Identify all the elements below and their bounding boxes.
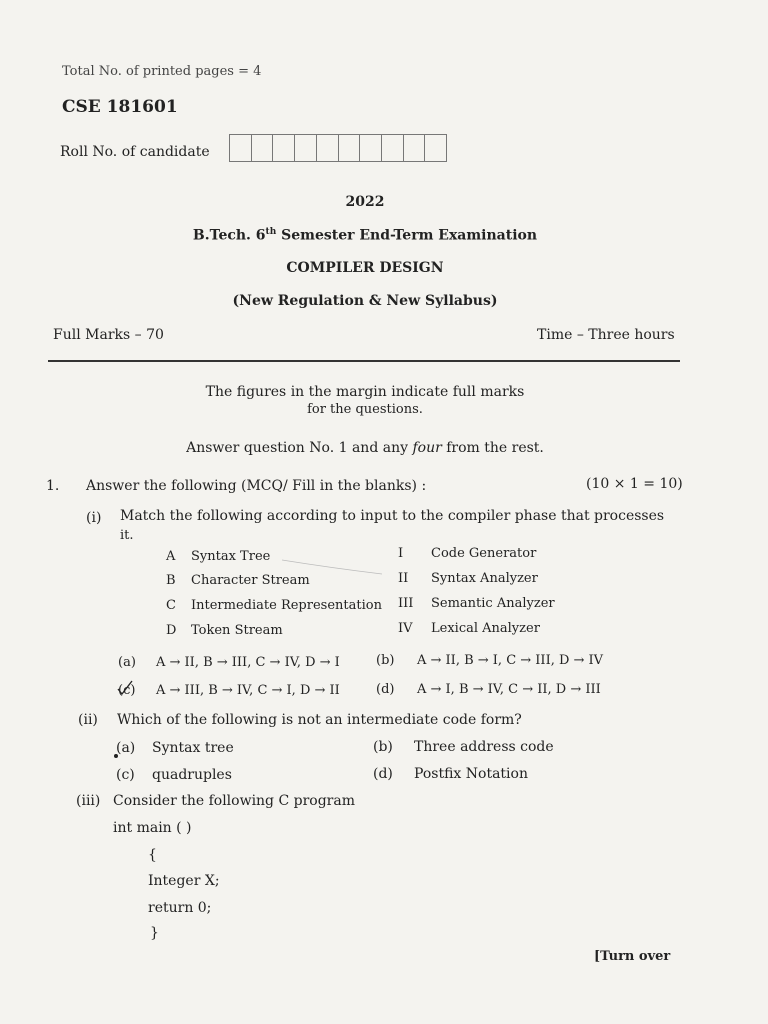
instruction-line-1: The figures in the margin indicate full marks <box>205 384 525 400</box>
exam-title-prefix: B.Tech. 6 <box>192 227 266 244</box>
code-line: { <box>148 847 157 863</box>
q1-number: 1. <box>46 478 60 494</box>
match-right-key: IV <box>398 621 413 636</box>
match-right-value: Code Generator <box>431 546 537 561</box>
roll-box[interactable] <box>229 134 252 162</box>
instruction-line-2: for the questions. <box>307 402 423 417</box>
qi-option-b-key: (b) <box>376 653 395 668</box>
subject-title: COMPILER DESIGN <box>286 260 444 276</box>
time-allowed: Time – Three hours <box>537 327 675 343</box>
match-left-value: Character Stream <box>191 573 310 588</box>
code-line: int main ( ) <box>113 820 192 836</box>
roll-box[interactable] <box>404 134 426 162</box>
qii-text: Which of the following is not an intermediate code form? <box>117 712 522 728</box>
roll-box[interactable] <box>252 134 274 162</box>
match-left-value: Intermediate Representation <box>191 598 382 613</box>
qii-option-d-key: (d) <box>373 766 393 782</box>
pencil-stroke <box>282 558 382 576</box>
qi-option-a-text: A → II, B → III, C → IV, D → I <box>156 655 340 670</box>
match-left-value: Token Stream <box>191 623 283 638</box>
qii-option-a-key: (a) <box>116 740 136 756</box>
match-right-value: Syntax Analyzer <box>431 571 538 586</box>
roll-box[interactable] <box>339 134 361 162</box>
qii-option-b-text: Three address code <box>414 739 554 755</box>
exam-title-suffix: Semester End-Term Examination <box>276 227 538 244</box>
qi-text-1: Match the following according to input to the compiler phase that processes <box>120 508 665 524</box>
roll-box[interactable] <box>295 134 317 162</box>
roll-box[interactable] <box>273 134 295 162</box>
course-code: CSE 181601 <box>62 97 178 117</box>
total-pages: Total No. of printed pages = 4 <box>62 64 262 79</box>
answer-instruction-pre: Answer question No. 1 and any <box>186 440 413 456</box>
answer-instruction <box>0 440 730 456</box>
qi-option-d-key: (d) <box>376 682 395 697</box>
qi-option-a-key: (a) <box>118 655 136 670</box>
regulation: (New Regulation & New Syllabus) <box>232 293 498 309</box>
match-left-key: A <box>166 549 176 564</box>
match-left-key: B <box>166 573 176 588</box>
roll-box[interactable] <box>425 134 447 162</box>
qi-option-c-text: A → III, B → IV, C → I, D → II <box>156 683 340 698</box>
code-line: } <box>150 925 159 941</box>
exam-year: 2022 <box>345 194 385 210</box>
qii-option-c-key: (c) <box>116 767 135 783</box>
match-left-key: C <box>166 598 176 613</box>
match-right-value: Lexical Analyzer <box>431 621 540 636</box>
answer-instruction-post: from the rest. <box>441 440 544 456</box>
match-left-key: D <box>166 623 177 638</box>
qii-option-b-key: (b) <box>373 739 393 755</box>
full-marks: Full Marks – 70 <box>53 327 164 343</box>
match-right-key: II <box>398 571 409 586</box>
q1-text: Answer the following (MCQ/ Fill in the blanks) : <box>86 478 427 494</box>
qii-option-c-text: quadruples <box>152 767 232 783</box>
match-right-key: III <box>398 596 414 611</box>
q1-marks: (10 × 1 = 10) <box>586 476 683 492</box>
qi-number: (i) <box>86 510 102 526</box>
roll-number-boxes[interactable] <box>229 134 447 162</box>
code-line: Integer X; <box>148 873 220 889</box>
qii-number: (ii) <box>78 712 98 728</box>
match-left-value: Syntax Tree <box>191 549 271 564</box>
exam-title-sup: th <box>265 227 277 237</box>
turn-over: [Turn over <box>594 949 671 964</box>
qii-option-a-text: Syntax tree <box>152 740 234 756</box>
roll-label: Roll No. of candidate <box>60 144 210 160</box>
qi-text-2: it. <box>120 528 134 543</box>
qi-option-c-key: (c) <box>118 683 136 698</box>
roll-box[interactable] <box>360 134 382 162</box>
answer-instruction-em: four <box>412 440 442 456</box>
match-right-key: I <box>398 546 404 561</box>
exam-title <box>0 227 730 244</box>
match-right-value: Semantic Analyzer <box>431 596 555 611</box>
qii-option-d-text: Postfix Notation <box>414 766 528 782</box>
qi-option-b-text: A → II, B → I, C → III, D → IV <box>417 653 604 668</box>
code-line: return 0; <box>148 900 212 916</box>
qiii-text: Consider the following C program <box>113 793 355 809</box>
qiii-number: (iii) <box>76 793 101 809</box>
divider <box>48 360 680 362</box>
roll-box[interactable] <box>317 134 339 162</box>
qi-option-d-text: A → I, B → IV, C → II, D → III <box>417 682 601 697</box>
roll-box[interactable] <box>382 134 404 162</box>
